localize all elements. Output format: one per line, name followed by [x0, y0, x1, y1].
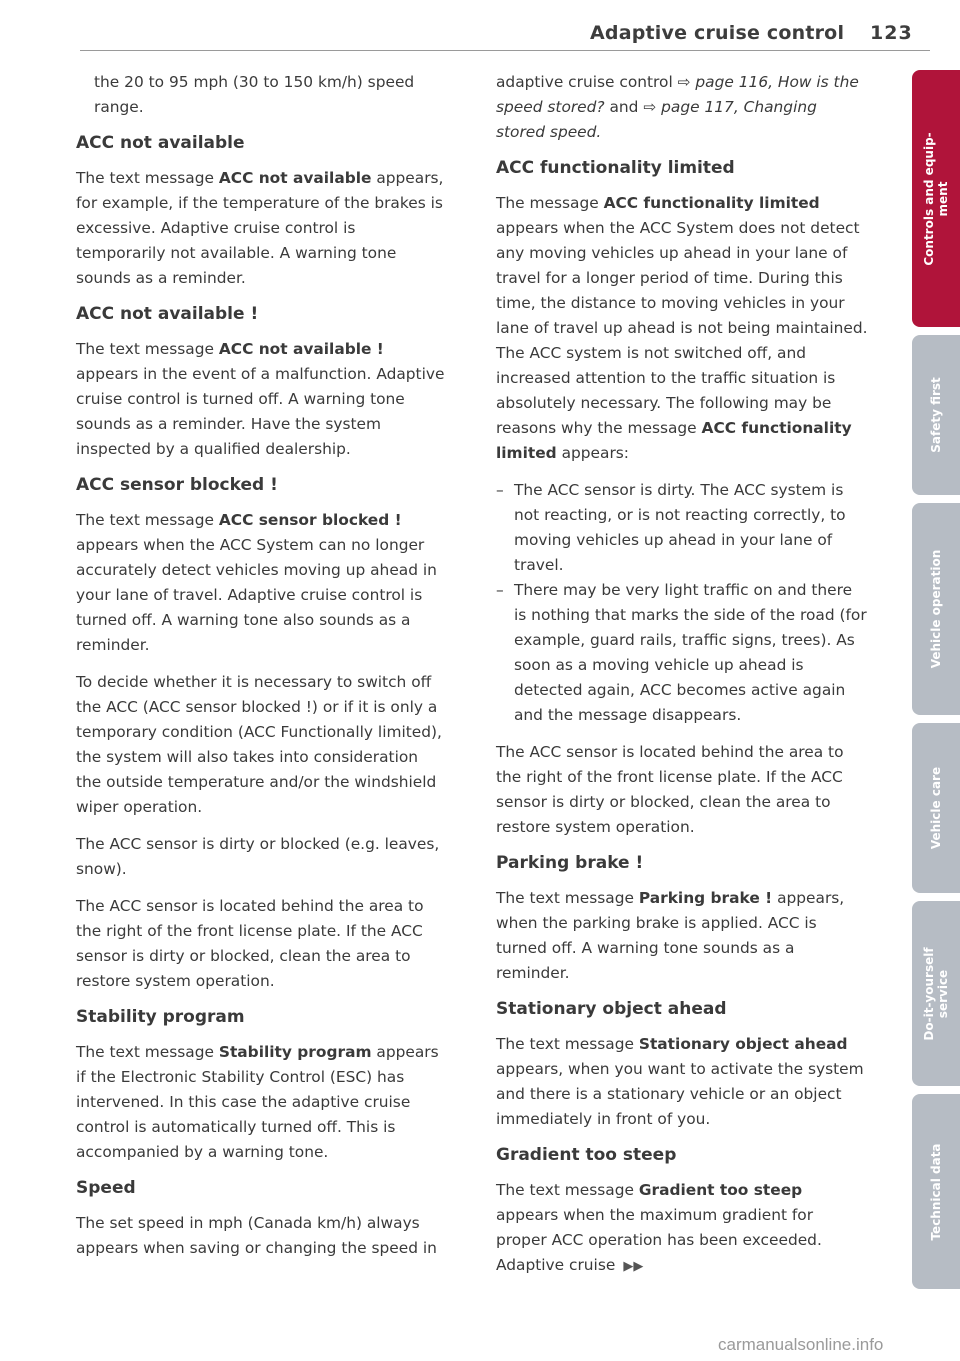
paragraph-sensor-location-right: The ACC sensor is located behind the area to the right of the front license plate. If the ACC sensor is dirty or blocked, clean the area to restore system operation.	[496, 743, 844, 836]
paragraph-gradient-too-steep: The text message Gradient too steep appears when the maximum gradient for proper ACC operation has been exceeded. Adaptive cruise ▶▶	[496, 1181, 822, 1274]
paragraph-sensor-dirty: The ACC sensor is dirty or blocked (e.g. leaves, snow).	[76, 835, 440, 878]
list-item: – The ACC sensor is dirty. The ACC system is not reacting, or is not reacting correctly, to moving vehicles up ahead in your lane of travel.	[496, 478, 868, 578]
heading-parking-brake: Parking brake !	[496, 853, 644, 873]
heading-acc-sensor-blocked: ACC sensor blocked !	[76, 475, 278, 495]
heading-stationary-object: Stationary object ahead	[496, 999, 727, 1019]
paragraph-stationary-object: The text message Stationary object ahead appears, when you want to activate the system and there is a stationary vehicle or an object immediately in front of you.	[496, 1035, 864, 1128]
heading-gradient-too-steep: Gradient too steep	[496, 1145, 677, 1165]
paragraph-speed-continued: adaptive cruise control ⇨ page 116, How is the speed stored? and ⇨ page 117, Changing stored speed.	[496, 73, 859, 141]
paragraph-acc-not-available-malfunction: The text message ACC not available ! appears in the event of a malfunction. Adaptive cruise control is turned off. A warning tone sounds as a reminder. Have the system inspected by a qualified dealership.	[76, 340, 445, 458]
page-number: 123	[870, 22, 913, 44]
paragraph-parking-brake: The text message Parking brake ! appears, when the parking brake is applied. ACC is turned off. A warning tone sounds as a reminder.	[496, 889, 845, 982]
continue-arrow-icon: ▶▶	[623, 1259, 644, 1274]
header-divider	[80, 50, 930, 51]
paragraph-stability-program: The text message Stability program appears if the Electronic Stability Control (ESC) has intervened. In this case the adaptive cruise control is automatically turned off. This is accompanied by a warning tone.	[76, 1043, 439, 1161]
reasons-list	[496, 478, 868, 728]
right-column	[496, 70, 868, 1291]
heading-acc-functionality-limited: ACC functionality limited	[496, 158, 735, 178]
paragraph-sensor-decision: To decide whether it is necessary to switch off the ACC (ACC sensor blocked !) or if it is only a temporary condition (ACC Functionally limited), the system will also takes into consideration the outside temperature and/or the windshield wiper operation.	[76, 673, 442, 816]
tab-vehicle-operation[interactable]: Vehicle operation	[912, 503, 960, 715]
section-title: Adaptive cruise control	[590, 22, 845, 44]
heading-speed: Speed	[76, 1178, 136, 1198]
tab-safety-first[interactable]: Safety first	[912, 335, 960, 495]
continued-paragraph: the 20 to 95 mph (30 to 150 km/h) speed range.	[94, 73, 415, 116]
cross-reference-link[interactable]: ⇨ page 117, Changing stored speed.	[496, 98, 817, 141]
paragraph-acc-sensor-blocked: The text message ACC sensor blocked ! appears when the ACC System can no longer accurately detect vehicles moving up ahead in your lane of travel. Adaptive cruise control is turned off. A warning tone also sounds as a reminder.	[76, 511, 437, 654]
tab-technical-data[interactable]: Technical data	[912, 1094, 960, 1289]
heading-stability-program: Stability program	[76, 1007, 245, 1027]
paragraph-sensor-location: The ACC sensor is located behind the area to the right of the front license plate. If the ACC sensor is dirty or blocked, clean the area to restore system operation.	[76, 897, 424, 990]
tab-do-it-yourself-service[interactable]: Do-it-yourself service	[912, 901, 960, 1086]
paragraph-speed: The set speed in mph (Canada km/h) always appears when saving or changing the speed in	[76, 1214, 437, 1257]
left-column	[76, 70, 448, 1273]
paragraph-acc-functionality-limited: The message ACC functionality limited appears when the ACC System does not detect any moving vehicles up ahead in your lane of travel for a longer period of time. During this time, the distance to moving vehicles in your lane of travel up ahead is not being maintained. The ACC system is not switched off, and increased attention to the traffic situation is absolutely necessary. The following may be reasons why the message ACC functionality limited appears:	[496, 194, 868, 462]
heading-acc-not-available: ACC not available	[76, 133, 245, 153]
tab-vehicle-care[interactable]: Vehicle care	[912, 723, 960, 893]
heading-acc-not-available-malfunction: ACC not available !	[76, 304, 259, 324]
paragraph-acc-not-available: The text message ACC not available appears, for example, if the temperature of the brakes is excessive. Adaptive cruise control is temporarily not available. A warning tone sounds as a reminder.	[76, 169, 444, 287]
tab-controls-and-equipment[interactable]: Controls and equip- ment	[912, 70, 960, 327]
cross-reference-link[interactable]: ⇨ page 116, How is the speed stored?	[496, 73, 859, 116]
list-item: – There may be very light traffic on and there is nothing that marks the side of the road (for example, guard rails, traffic signs, trees). As soon as a moving vehicle up ahead is detected again, ACC becomes active again and the message disappears.	[496, 578, 868, 728]
site-watermark: carmanualsonline.info	[718, 1335, 884, 1354]
